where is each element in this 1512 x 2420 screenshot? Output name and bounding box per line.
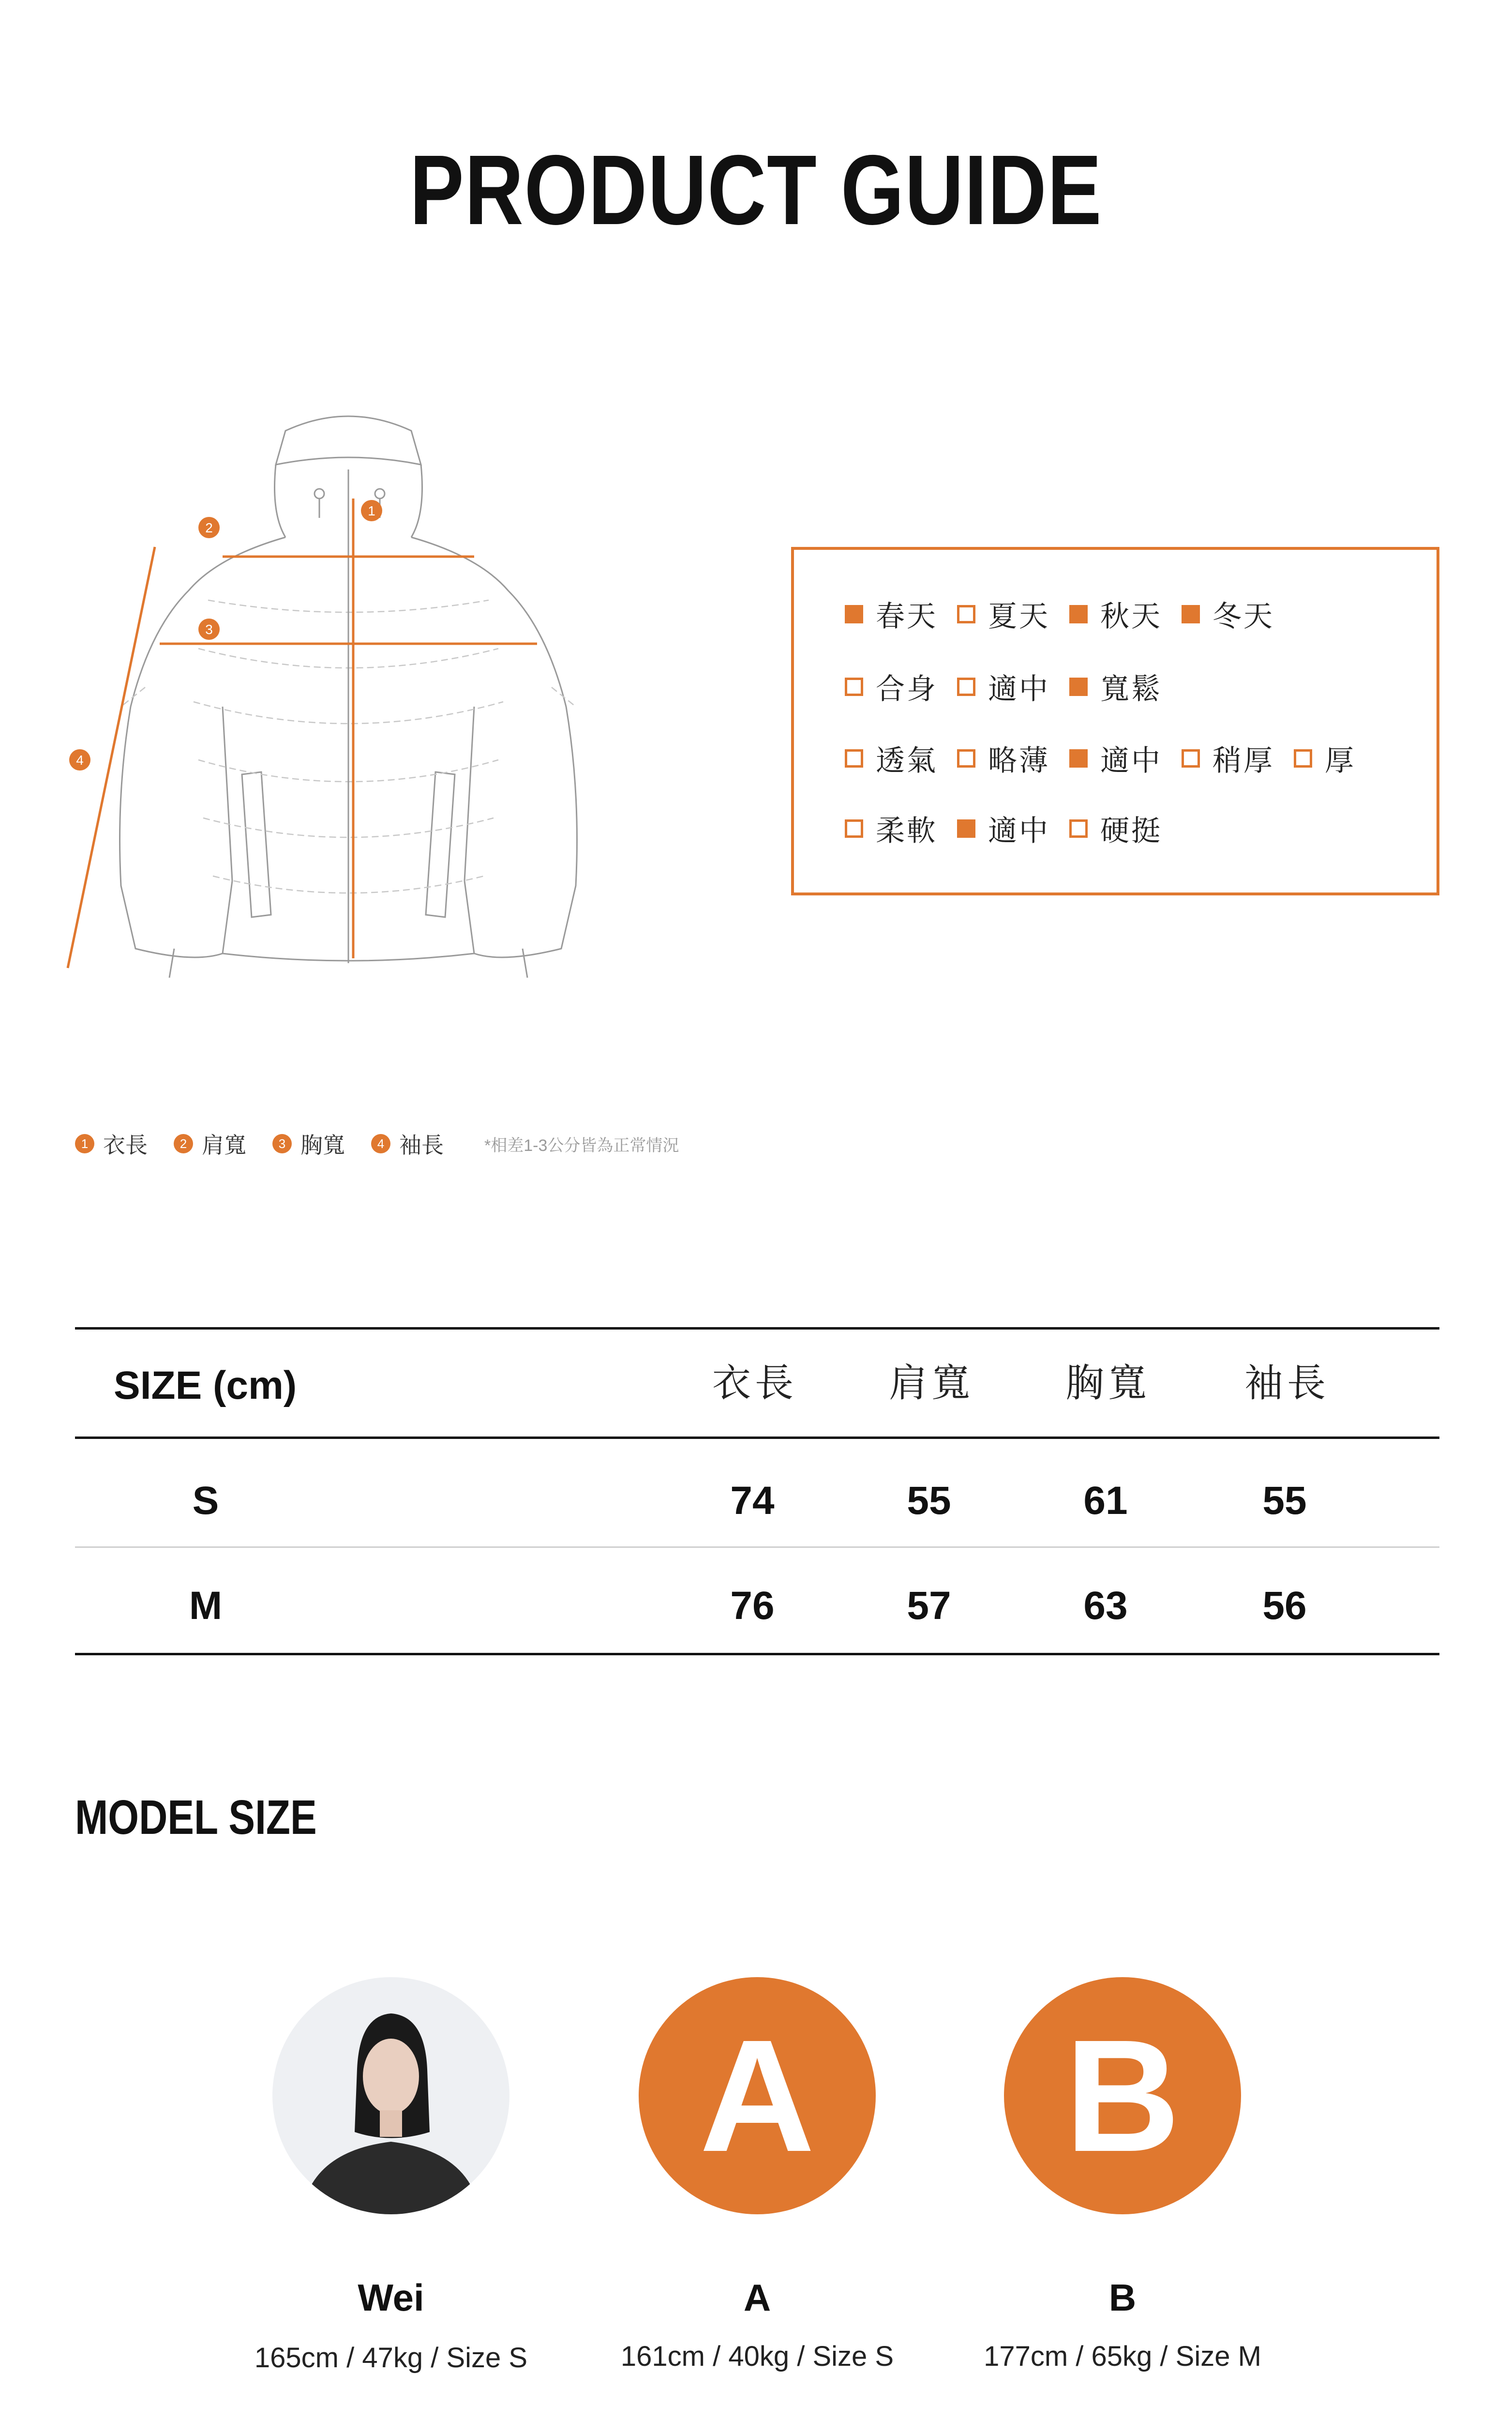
checked-box-icon <box>1069 605 1088 623</box>
model-b-avatar: B <box>1004 1977 1241 2214</box>
sleeve-header: 袖長 <box>1244 1361 1330 1405</box>
fabric-attributes-panel <box>791 547 1439 895</box>
attribute-row <box>845 593 1294 635</box>
attribute-row <box>845 666 1182 708</box>
attribute-option <box>957 593 1050 635</box>
table-cell: 74 <box>730 1479 775 1523</box>
attribute-label: 適中 <box>1100 744 1162 777</box>
attribute-label: 稍厚 <box>1213 744 1274 777</box>
attribute-option <box>1069 738 1162 779</box>
table-cell: 57 <box>907 1584 951 1628</box>
attribute-label: 秋天 <box>1100 600 1162 633</box>
model-a-avatar: A <box>639 1977 876 2214</box>
attribute-option <box>957 738 1050 779</box>
checked-box-icon <box>957 819 975 838</box>
attribute-label: 厚 <box>1325 744 1356 777</box>
attribute-option <box>845 808 938 849</box>
unchecked-box-icon <box>1069 819 1088 838</box>
attribute-option <box>845 738 938 779</box>
attribute-option <box>1182 738 1274 779</box>
unchecked-box-icon <box>845 819 863 838</box>
chest-header: 胸寬 <box>1065 1361 1151 1405</box>
model-portrait-icon <box>272 1977 509 2214</box>
measure-marker-3 <box>198 619 220 640</box>
measurement-legend <box>75 1128 679 1160</box>
attribute-option <box>957 808 1050 849</box>
table-cell: S <box>192 1479 219 1523</box>
attribute-label: 冬天 <box>1213 600 1274 633</box>
attribute-row <box>845 738 1375 779</box>
legend-item: 3 胸寬 <box>272 1128 345 1160</box>
table-cell: 55 <box>1262 1479 1307 1523</box>
attribute-label: 略薄 <box>988 744 1050 777</box>
table-cell: M <box>189 1584 223 1628</box>
attribute-label: 透氣 <box>876 744 938 777</box>
model-name: B <box>1108 2276 1137 2319</box>
measure-marker-2 <box>198 517 220 538</box>
svg-text:1: 1 <box>368 503 375 518</box>
legend-item: 2 肩寬 <box>174 1128 246 1160</box>
legend-item: 1 衣長 <box>75 1128 148 1160</box>
table-cell: 63 <box>1083 1584 1128 1628</box>
length-header: 衣長 <box>712 1361 797 1405</box>
table-top-rule <box>75 1327 1439 1330</box>
attribute-option <box>957 666 1050 708</box>
unchecked-box-icon <box>957 605 975 623</box>
header-rule <box>75 1437 1439 1439</box>
svg-text:2: 2 <box>205 520 213 535</box>
attribute-label: 春天 <box>876 600 938 633</box>
model-measurements: 165cm / 47kg / Size S <box>254 2342 528 2374</box>
checked-box-icon <box>1069 749 1088 768</box>
model-name: A <box>743 2276 771 2319</box>
attribute-label: 柔軟 <box>876 815 938 847</box>
measure-marker-1 <box>361 500 382 521</box>
svg-text:3: 3 <box>205 622 213 637</box>
unchecked-box-icon <box>1294 749 1312 768</box>
unchecked-box-icon <box>957 678 975 696</box>
attribute-option <box>1069 593 1162 635</box>
attribute-option <box>1182 593 1274 635</box>
checked-box-icon <box>845 605 863 623</box>
attribute-label: 適中 <box>988 815 1050 847</box>
attribute-option <box>1069 666 1162 708</box>
table-cell: 61 <box>1083 1479 1128 1523</box>
size-header: SIZE (cm) <box>114 1363 297 1407</box>
model-measurements: 177cm / 65kg / Size M <box>984 2341 1261 2372</box>
attribute-option <box>845 593 938 635</box>
unchecked-box-icon <box>845 678 863 696</box>
row-rule <box>75 1546 1439 1548</box>
attribute-row <box>845 808 1182 849</box>
unchecked-box-icon <box>1182 749 1200 768</box>
model-size-title: MODEL SIZE <box>75 1790 317 1845</box>
svg-text:4: 4 <box>76 753 84 768</box>
checked-box-icon <box>1182 605 1200 623</box>
model-measurements: 161cm / 40kg / Size S <box>620 2341 894 2372</box>
model-photo-avatar <box>272 1977 509 2214</box>
unchecked-box-icon <box>845 749 863 768</box>
table-bottom-rule <box>75 1653 1439 1655</box>
attribute-label: 適中 <box>988 673 1050 705</box>
checked-box-icon <box>1069 678 1088 696</box>
page-title: PRODUCT GUIDE <box>409 135 1103 245</box>
model-name: Wei <box>358 2276 424 2319</box>
table-cell: 55 <box>907 1479 951 1523</box>
legend-item: 4 袖長 <box>371 1128 444 1160</box>
tolerance-note: *相差1-3公分皆為正常情況 <box>484 1136 679 1155</box>
measure-marker-4 <box>69 749 90 771</box>
attribute-label: 寬鬆 <box>1100 673 1162 705</box>
table-cell: 56 <box>1262 1584 1307 1628</box>
unchecked-box-icon <box>957 749 975 768</box>
attribute-label: 硬挺 <box>1100 815 1162 847</box>
jacket-diagram <box>58 397 687 1036</box>
attribute-option <box>1069 808 1162 849</box>
attribute-option <box>845 666 938 708</box>
attribute-option <box>1294 738 1356 779</box>
attribute-label: 合身 <box>876 673 938 705</box>
table-cell: 76 <box>730 1584 775 1628</box>
attribute-label: 夏天 <box>988 600 1050 633</box>
shoulder-header: 肩寬 <box>889 1361 974 1405</box>
